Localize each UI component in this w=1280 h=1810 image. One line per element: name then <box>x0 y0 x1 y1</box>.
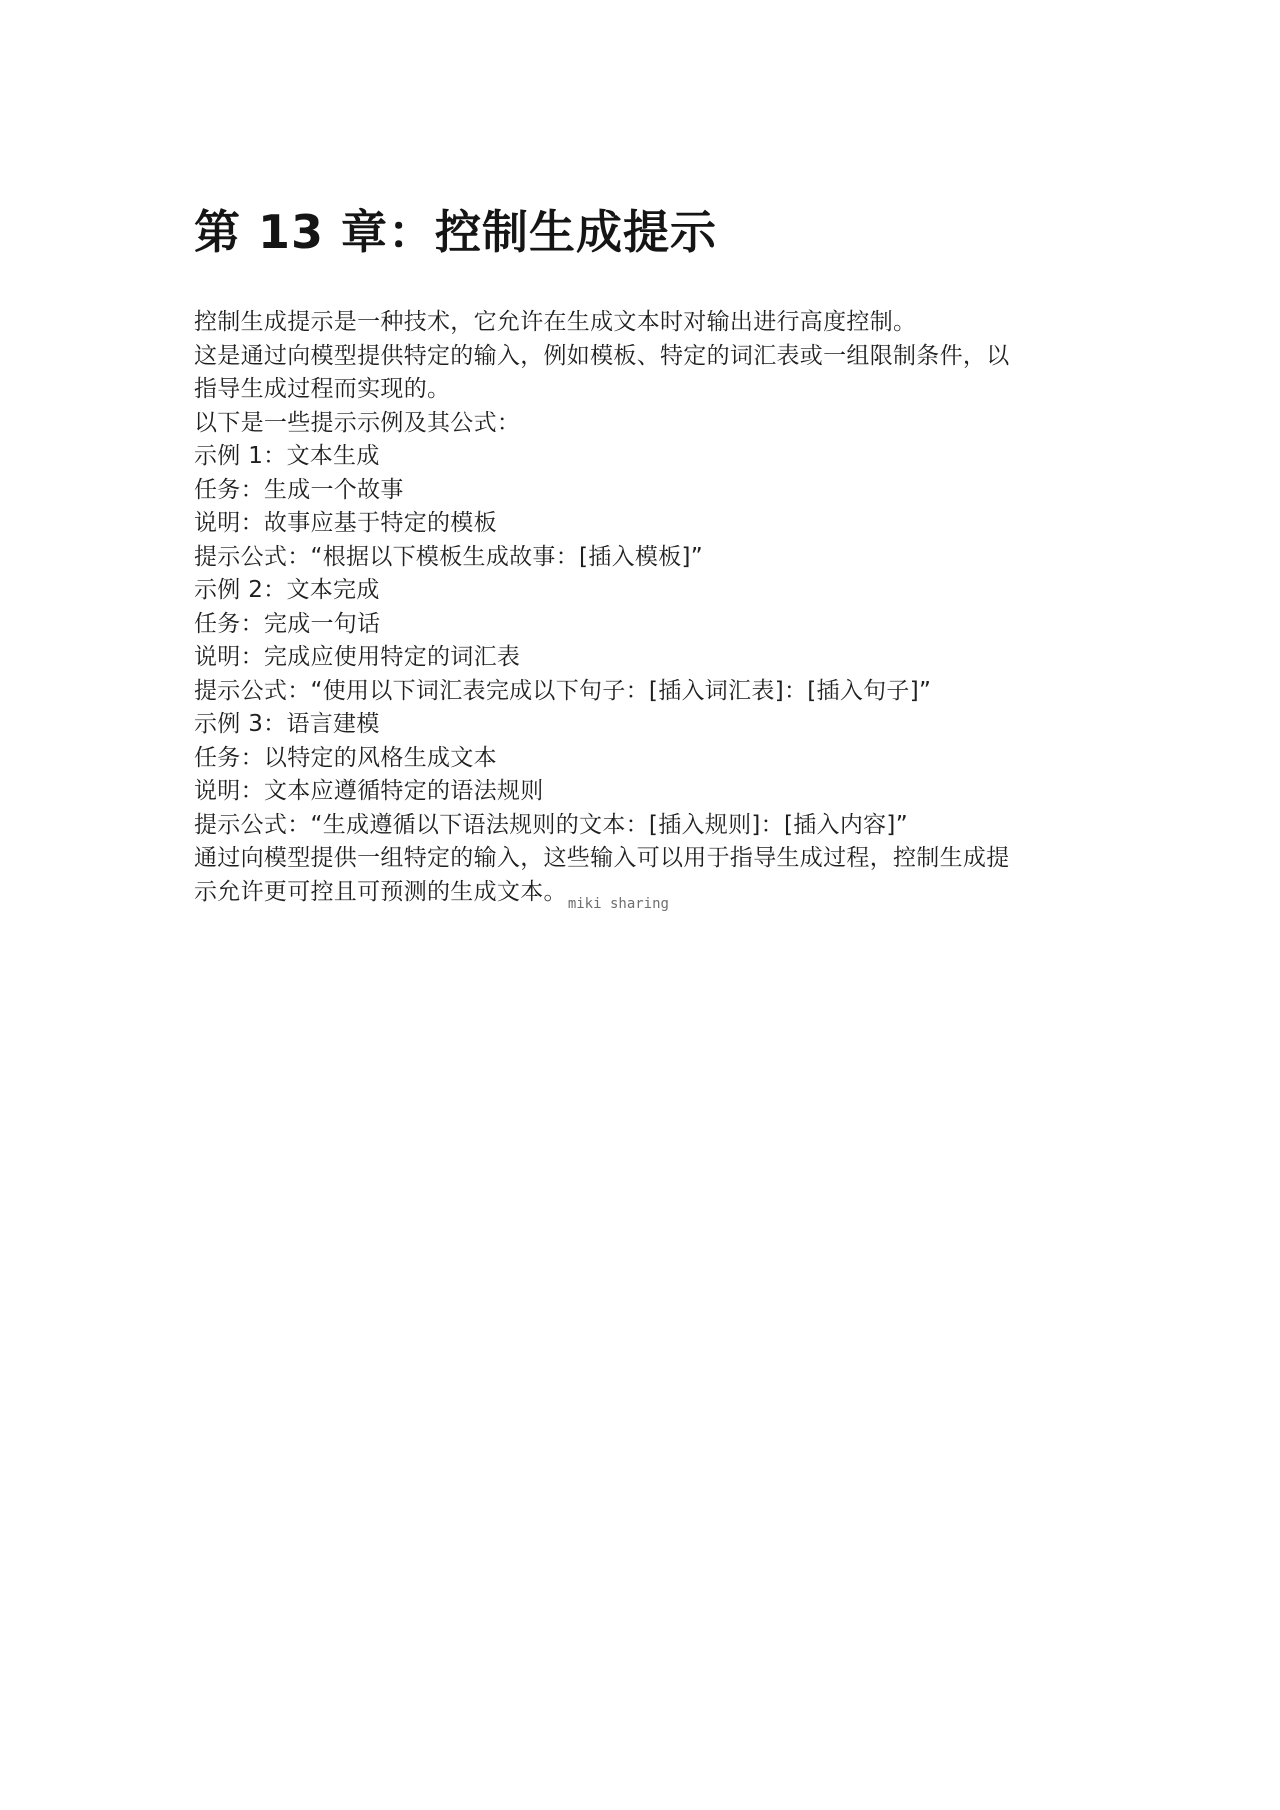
body-text <box>194 306 1094 912</box>
paragraph-line: 以下是一些提示示例及其公式： <box>194 409 521 436</box>
paragraph-line: 通过向模型提供一组特定的输入，这些输入可以用于指导生成过程，控制生成提 <box>194 845 1010 871</box>
description-line: 说明：故事应基于特定的模板 <box>194 510 497 536</box>
prompt-formula-line: 提示公式：“生成遵循以下语法规则的文本：[插入规则]：[插入内容]” <box>194 811 908 838</box>
example-heading: 示例 2：文本完成 <box>194 577 380 603</box>
paragraph-line-last-text: 示允许更可控且可预测的生成文本。 <box>194 878 567 905</box>
description-line: 说明：文本应遵循特定的语法规则 <box>194 778 544 804</box>
paragraph-line-last <box>194 876 1094 910</box>
example-heading: 示例 1：文本生成 <box>194 443 380 469</box>
paragraph-line: 指导生成过程而实现的。 <box>194 376 451 402</box>
example-heading: 示例 3：语言建模 <box>194 711 380 737</box>
paragraph-line: 控制生成提示是一种技术，它允许在生成文本时对输出进行高度控制。 <box>194 309 917 335</box>
prompt-formula-line: 提示公式：“使用以下词汇表完成以下句子：[插入词汇表]：[插入句子]” <box>194 677 932 704</box>
chapter-title: 第 13 章：控制生成提示 <box>194 205 718 259</box>
task-line: 任务：生成一个故事 <box>194 476 404 503</box>
watermark-text: miki sharing <box>567 895 669 912</box>
task-line: 任务：完成一句话 <box>194 610 381 637</box>
paragraph-line: 这是通过向模型提供特定的输入，例如模板、特定的词汇表或一组限制条件，以 <box>194 342 1010 369</box>
prompt-formula-line: 提示公式：“根据以下模板生成故事：[插入模板]” <box>194 543 703 570</box>
task-line: 任务：以特定的风格生成文本 <box>194 744 497 771</box>
description-line: 说明：完成应使用特定的词汇表 <box>194 644 521 670</box>
